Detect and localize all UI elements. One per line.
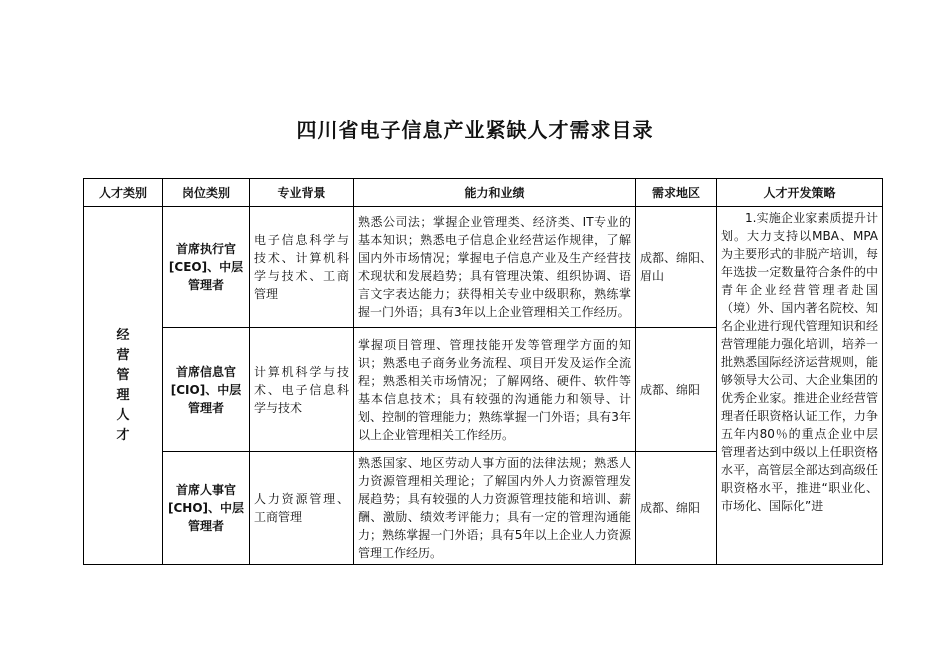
header-position-category: 岗位类别 — [163, 179, 250, 207]
category-cell — [84, 207, 163, 565]
ability-cell: 熟悉国家、地区劳动人事方面的法律法规；熟悉人力资源管理相关理论；了解国内外人力资源管理发展趋势；具有较强的人力资源管理技能和培训、薪酬、激励、绩效考评能力；具有一定的管理沟通能力；熟练掌握一门外语；具有5年以上企业人力资源管理工作经历。 — [354, 452, 636, 565]
table-row — [84, 207, 883, 328]
header-development-strategy: 人才开发策略 — [717, 179, 883, 207]
region-cell: 成都、绵阳 — [636, 328, 717, 452]
ability-cell: 熟悉公司法；掌握企业管理类、经济类、IT专业的基本知识；熟悉电子信息企业经营运作规律，了解国内外市场情况；掌握电子信息产业及生产经营技术现状和发展趋势；具有管理决策、组织协调、语言文字表达能力；获得相关专业中级职称，熟练掌握一门外语；具有3年以上企业管理相关工作经历。 — [354, 207, 636, 328]
strategy-cell: 1.实施企业家素质提升计划。大力支持以MBA、MPA为主要形式的非脱产培训，每年选拔一定数量符合条件的中青年企业经营管理者赴国（境）外、国内著名院校、知名企业进行现代管理知识和经营管理能力强化培训，培养一批熟悉国际经济运营规则，能够领导大公司、大企业集团的优秀企业家。推进企业经营管理者任职资格认证工作，力争五年内80％的重点企业中层管理者达到中级以上任职资格水平，高管层全部达到高级任职资格水平，推进“职业化、市场化、国际化”进 — [717, 207, 883, 565]
region-cell: 成都、绵阳、眉山 — [636, 207, 717, 328]
background-cell: 计算机科学与技术、电子信息科学与技术 — [250, 328, 354, 452]
position-cell: 首席执行官[CEO]、中层管理者 — [163, 207, 250, 328]
header-talent-category: 人才类别 — [84, 179, 163, 207]
ability-cell: 掌握项目管理、管理技能开发等管理学方面的知识；熟悉电子商务业务流程、项目开发及运作全流程；熟悉相关市场情况；了解网络、硬件、软件等基本信息技术；具有较强的沟通能力和领导、计划、控制的管理能力；熟练掌握一门外语；具有3年以上企业管理相关工作经历。 — [354, 328, 636, 452]
position-cell: 首席信息官[CIO]、中层管理者 — [163, 328, 250, 452]
background-cell: 人力资源管理、工商管理 — [250, 452, 354, 565]
background-cell: 电子信息科学与技术、计算机科学与技术、工商管理 — [250, 207, 354, 328]
position-cell: 首席人事官[CHO]、中层管理者 — [163, 452, 250, 565]
header-major-background: 专业背景 — [250, 179, 354, 207]
document-title: 四川省电子信息产业紧缺人才需求目录 — [296, 118, 654, 142]
header-demand-region: 需求地区 — [636, 179, 717, 207]
region-cell: 成都、绵阳 — [636, 452, 717, 565]
category-label: 经营管理人才 — [116, 327, 130, 443]
header-ability-performance: 能力和业绩 — [354, 179, 636, 207]
talent-demand-table — [83, 178, 883, 565]
table-header-row — [84, 179, 883, 207]
